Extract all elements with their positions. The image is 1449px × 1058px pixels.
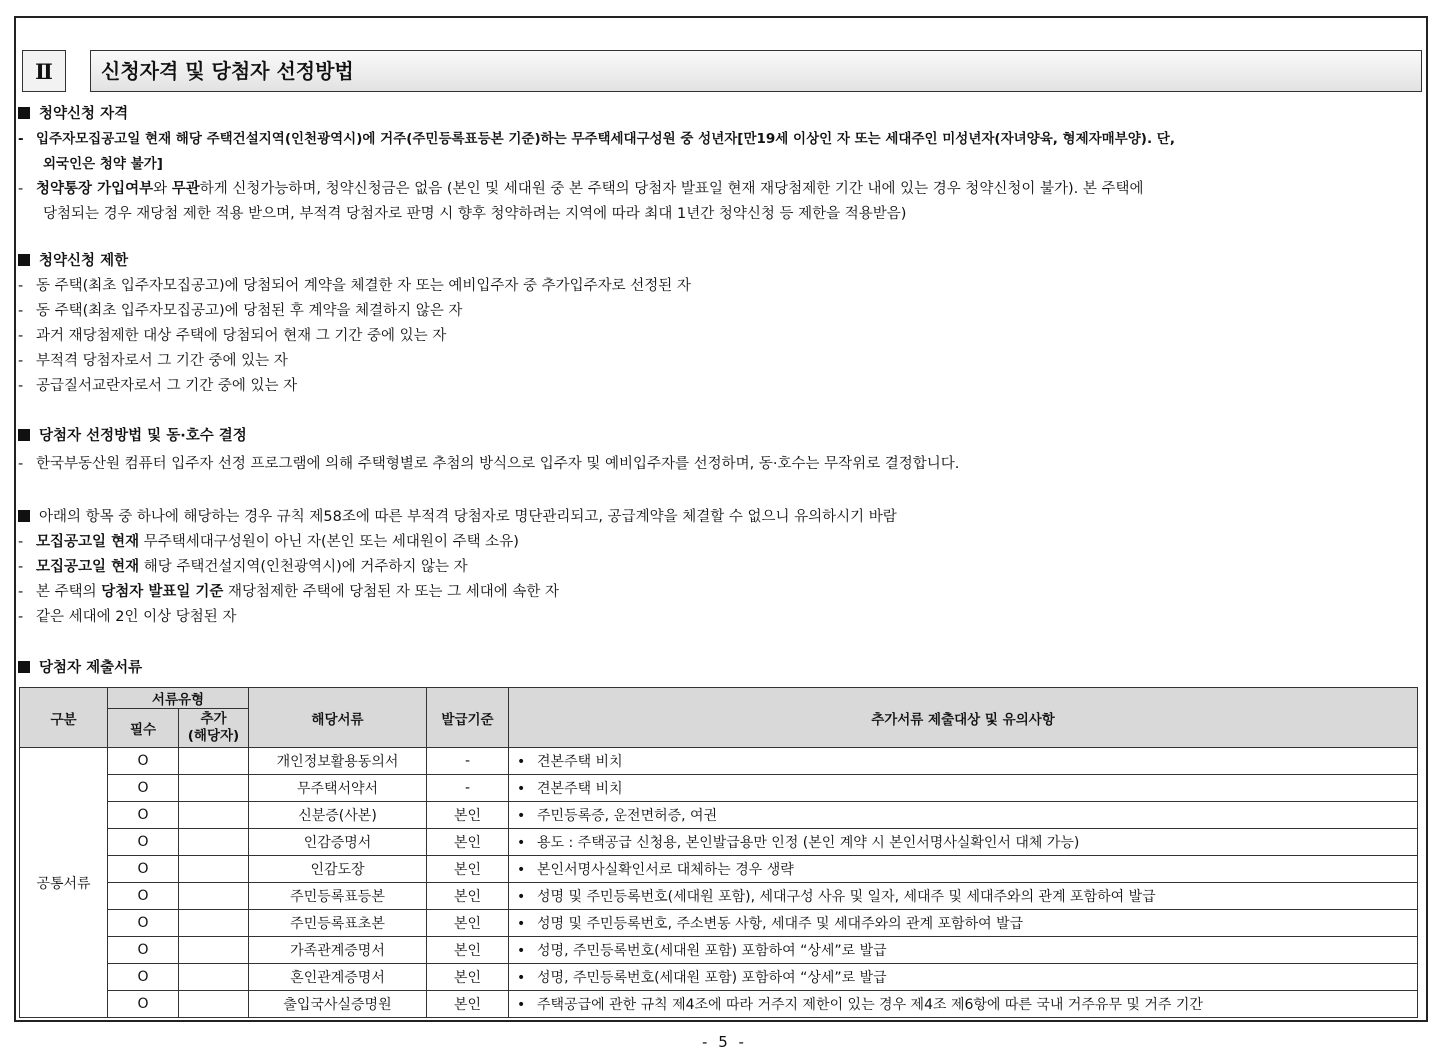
restriction-item: - 동 주택(최초 입주자모집공고)에 당첨된 후 계약을 체결하지 않은 자 bbox=[18, 303, 463, 319]
note-cell: • 주민등록증, 운전면허증, 여권 bbox=[509, 802, 1418, 829]
selection-block bbox=[18, 424, 959, 477]
additional-cell bbox=[179, 775, 249, 802]
ineligible-block bbox=[18, 505, 897, 630]
note-cell: • 주택공급에 관한 규칙 제4조에 따라 거주지 제한이 있는 경우 제4조 제6항에 따른 국내 거주유무 및 거주 기간 bbox=[509, 991, 1418, 1018]
basis-cell: 본인 bbox=[427, 856, 509, 883]
square-bullet-icon bbox=[18, 107, 30, 119]
restriction-item: - 공급질서교란자로서 그 기간 중에 있는 자 bbox=[18, 378, 298, 394]
required-cell: O bbox=[108, 937, 179, 964]
basis-cell: 본인 bbox=[427, 991, 509, 1018]
square-bullet-icon bbox=[18, 661, 30, 673]
additional-cell bbox=[179, 802, 249, 829]
basis-cell: 본인 bbox=[427, 964, 509, 991]
additional-cell bbox=[179, 910, 249, 937]
note-cell: • 성명 및 주민등록번호, 주소변동 사항, 세대주 및 세대주와의 관계 포함하여 발급 bbox=[509, 910, 1418, 937]
table-row bbox=[20, 910, 1418, 937]
table-row bbox=[20, 802, 1418, 829]
table-row bbox=[20, 775, 1418, 802]
basis-cell: 본인 bbox=[427, 829, 509, 856]
selection-item: - 한국부동산원 컴퓨터 입주자 선정 프로그램에 의해 주택형별로 추첨의 방식으로 입주자 및 예비입주자를 선정하며, 동·호수는 무작위로 결정합니다. bbox=[18, 456, 960, 472]
additional-cell bbox=[179, 883, 249, 910]
header-notes: 추가서류 제출대상 및 유의사항 bbox=[509, 688, 1418, 748]
section-title: 신청자격 및 당첨자 선정방법 bbox=[90, 50, 1422, 92]
note-cell: • 성명, 주민등록번호(세대원 포함) 포함하여 “상세”로 발급 bbox=[509, 964, 1418, 991]
required-cell: O bbox=[108, 748, 179, 775]
eligibility-heading: 청약신청 자격 bbox=[18, 102, 1175, 127]
header-additional: 추가 (해당자) bbox=[179, 709, 249, 748]
doc-name-cell: 인감증명서 bbox=[249, 829, 427, 856]
ineligible-item: - 본 주택의 당첨자 발표일 기준 재당첨제한 주택에 당첨된 자 또는 그 세대에 속한 자 bbox=[18, 584, 560, 600]
basis-cell: 본인 bbox=[427, 910, 509, 937]
required-cell: O bbox=[108, 829, 179, 856]
header-doc-name: 해당서류 bbox=[249, 688, 427, 748]
header-issue-basis: 발급기준 bbox=[427, 688, 509, 748]
eligibility-item-cont: 당첨되는 경우 재당첨 제한 적용 받으며, 부적격 당첨자로 판명 시 향후 청약하려는 지역에 따라 최대 1년간 청약신청 등 제한을 적용받음) bbox=[43, 206, 907, 222]
section-number: Ⅱ bbox=[22, 50, 66, 92]
eligibility-item: - 입주자모집공고일 현재 해당 주택건설지역(인천광역시)에 거주(주민등록표등본 기준)하는 무주택세대구성원 중 성년자[만19세 이상인 자 또는 세대주인 미성년자(자녀양육, 형제자매부양). 단, bbox=[18, 131, 1175, 147]
additional-cell bbox=[179, 937, 249, 964]
ineligible-item: - 모집공고일 현재 무주택세대구성원이 아닌 자(본인 또는 세대원이 주택 소유) bbox=[18, 534, 519, 550]
note-cell: • 성명 및 주민등록번호(세대원 포함), 세대구성 사유 및 일자, 세대주 및 세대주와의 관계 포함하여 발급 bbox=[509, 883, 1418, 910]
page-number: - 5 - bbox=[702, 1033, 747, 1051]
restriction-item: - 부적격 당첨자로서 그 기간 중에 있는 자 bbox=[18, 353, 288, 369]
category-cell: 공통서류 bbox=[20, 748, 108, 1018]
basis-cell: - bbox=[427, 775, 509, 802]
doc-name-cell: 인감도장 bbox=[249, 856, 427, 883]
doc-name-cell: 신분증(사본) bbox=[249, 802, 427, 829]
ineligible-item: - 같은 세대에 2인 이상 당첨된 자 bbox=[18, 609, 237, 625]
additional-cell bbox=[179, 748, 249, 775]
required-cell: O bbox=[108, 883, 179, 910]
additional-cell bbox=[179, 856, 249, 883]
note-cell: • 용도 : 주택공급 신청용, 본인발급용만 인정 (본인 계약 시 본인서명사실확인서 대체 가능) bbox=[509, 829, 1418, 856]
restriction-item: - 동 주택(최초 입주자모집공고)에 당첨되어 계약을 체결한 자 또는 예비입주자 중 추가입주자로 선정된 자 bbox=[18, 278, 691, 294]
documents-block bbox=[18, 656, 142, 681]
header-category: 구분 bbox=[20, 688, 108, 748]
restriction-item: - 과거 재당첨제한 대상 주택에 당첨되어 현재 그 기간 중에 있는 자 bbox=[18, 328, 447, 344]
required-cell: O bbox=[108, 856, 179, 883]
required-cell: O bbox=[108, 802, 179, 829]
table-row bbox=[20, 829, 1418, 856]
required-cell: O bbox=[108, 991, 179, 1018]
header-required: 필수 bbox=[108, 709, 179, 748]
ineligible-heading: 아래의 항목 중 하나에 해당하는 경우 규칙 제58조에 따른 부적격 당첨자로 명단관리되고, 공급계약을 체결할 수 없으니 유의하시기 바람 bbox=[18, 505, 897, 530]
required-cell: O bbox=[108, 775, 179, 802]
doc-name-cell: 혼인관계증명서 bbox=[249, 964, 427, 991]
table-row bbox=[20, 937, 1418, 964]
basis-cell: - bbox=[427, 748, 509, 775]
basis-cell: 본인 bbox=[427, 937, 509, 964]
doc-name-cell: 가족관계증명서 bbox=[249, 937, 427, 964]
header-doc-type: 서류유형 bbox=[108, 688, 249, 709]
square-bullet-icon bbox=[18, 254, 30, 266]
additional-cell bbox=[179, 964, 249, 991]
note-cell: • 성명, 주민등록번호(세대원 포함) 포함하여 “상세”로 발급 bbox=[509, 937, 1418, 964]
square-bullet-icon bbox=[18, 510, 30, 522]
required-cell: O bbox=[108, 964, 179, 991]
table-row bbox=[20, 748, 1418, 775]
doc-name-cell: 무주택서약서 bbox=[249, 775, 427, 802]
restriction-block bbox=[18, 249, 691, 399]
table-row bbox=[20, 883, 1418, 910]
eligibility-block bbox=[18, 102, 1175, 227]
selection-heading: 당첨자 선정방법 및 동·호수 결정 bbox=[18, 424, 959, 449]
basis-cell: 본인 bbox=[427, 802, 509, 829]
table-row bbox=[20, 964, 1418, 991]
doc-name-cell: 주민등록표초본 bbox=[249, 910, 427, 937]
required-cell: O bbox=[108, 910, 179, 937]
restriction-heading: 청약신청 제한 bbox=[18, 249, 691, 274]
basis-cell: 본인 bbox=[427, 883, 509, 910]
table-row bbox=[20, 856, 1418, 883]
note-cell: • 견본주택 비치 bbox=[509, 748, 1418, 775]
eligibility-item: - 청약통장 가입여부와 무관하게 신청가능하며, 청약신청금은 없음 (본인 및 세대원 중 본 주택의 당첨자 발표일 현재 재당첨제한 기간 내에 있는 경우 청약신청이 불가). 본 주택에 bbox=[18, 181, 1144, 197]
doc-name-cell: 개인정보활용동의서 bbox=[249, 748, 427, 775]
documents-heading: 당첨자 제출서류 bbox=[18, 656, 142, 681]
square-bullet-icon bbox=[18, 429, 30, 441]
eligibility-item-cont: 외국인은 청약 불가] bbox=[43, 156, 163, 172]
additional-cell bbox=[179, 991, 249, 1018]
note-cell: • 본인서명사실확인서로 대체하는 경우 생략 bbox=[509, 856, 1418, 883]
documents-table bbox=[19, 687, 1418, 1018]
table-row bbox=[20, 991, 1418, 1018]
doc-name-cell: 주민등록표등본 bbox=[249, 883, 427, 910]
ineligible-item: - 모집공고일 현재 해당 주택건설지역(인천광역시)에 거주하지 않는 자 bbox=[18, 559, 468, 575]
additional-cell bbox=[179, 829, 249, 856]
doc-name-cell: 출입국사실증명원 bbox=[249, 991, 427, 1018]
note-cell: • 견본주택 비치 bbox=[509, 775, 1418, 802]
